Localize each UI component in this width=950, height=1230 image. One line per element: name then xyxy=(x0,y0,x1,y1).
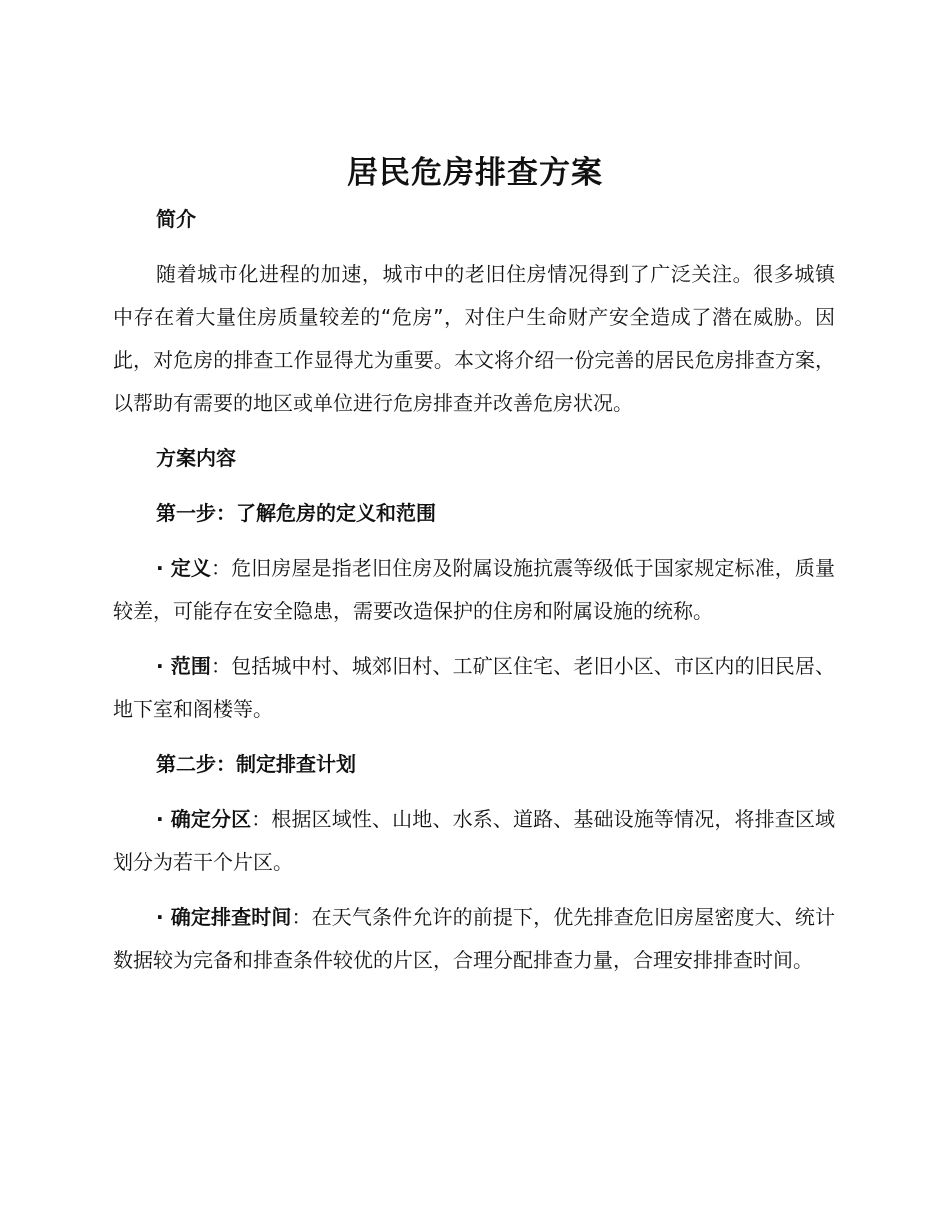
step1-definition-item xyxy=(113,547,835,633)
step2-zoning-text: ：根据区域性、山地、水系、道路、基础设施等情况，将排查区域划分为若干个片区。 xyxy=(113,807,835,874)
step1-definition-label: · 定义 xyxy=(156,556,211,580)
step2-schedule-text: ：在天气条件允许的前提下，优先排查危旧房屋密度大、统计数据较为完备和排查条件较优的片区，合理分配排查力量，合理安排排查时间。 xyxy=(113,905,836,972)
intro-paragraph: 随着城市化进程的加速，城市中的老旧住房情况得到了广泛关注。很多城镇中存在着大量住房质量较差的“危房”，对住户生命财产安全造成了潜在威胁。因此，对危房的排查工作显得尤为重要。本文将介绍一份完善的居民危房排查方案，以帮助有需要的地区或单位进行危房排查并改善危房状况。 xyxy=(113,262,835,415)
step1-scope-text: ：包括城中村、城郊旧村、工矿区住宅、老旧小区、市区内的旧民居、地下室和阁楼等。 xyxy=(113,654,836,721)
step2-zoning-item xyxy=(113,798,835,884)
document-body xyxy=(113,198,835,994)
step1-scope-label: · 范围 xyxy=(156,654,211,678)
intro-heading: 简介 xyxy=(156,207,196,231)
step1-definition-text: ：危旧房屋是指老旧住房及附属设施抗震等级低于国家规定标准，质量较差，可能存在安全隐患，需要改造保护的住房和附属设施的统称。 xyxy=(113,556,836,623)
step2-heading: 第二步：制定排查计划 xyxy=(156,752,356,776)
step2-zoning-label: · 确定分区 xyxy=(156,807,252,831)
document-title: 居民危房排查方案 xyxy=(347,155,603,191)
step2-schedule-label: · 确定排查时间 xyxy=(156,905,292,929)
step1-heading: 第一步：了解危房的定义和范围 xyxy=(156,501,436,525)
step1-scope-item xyxy=(113,645,835,731)
content-heading: 方案内容 xyxy=(156,446,236,470)
step2-schedule-item xyxy=(113,896,835,982)
